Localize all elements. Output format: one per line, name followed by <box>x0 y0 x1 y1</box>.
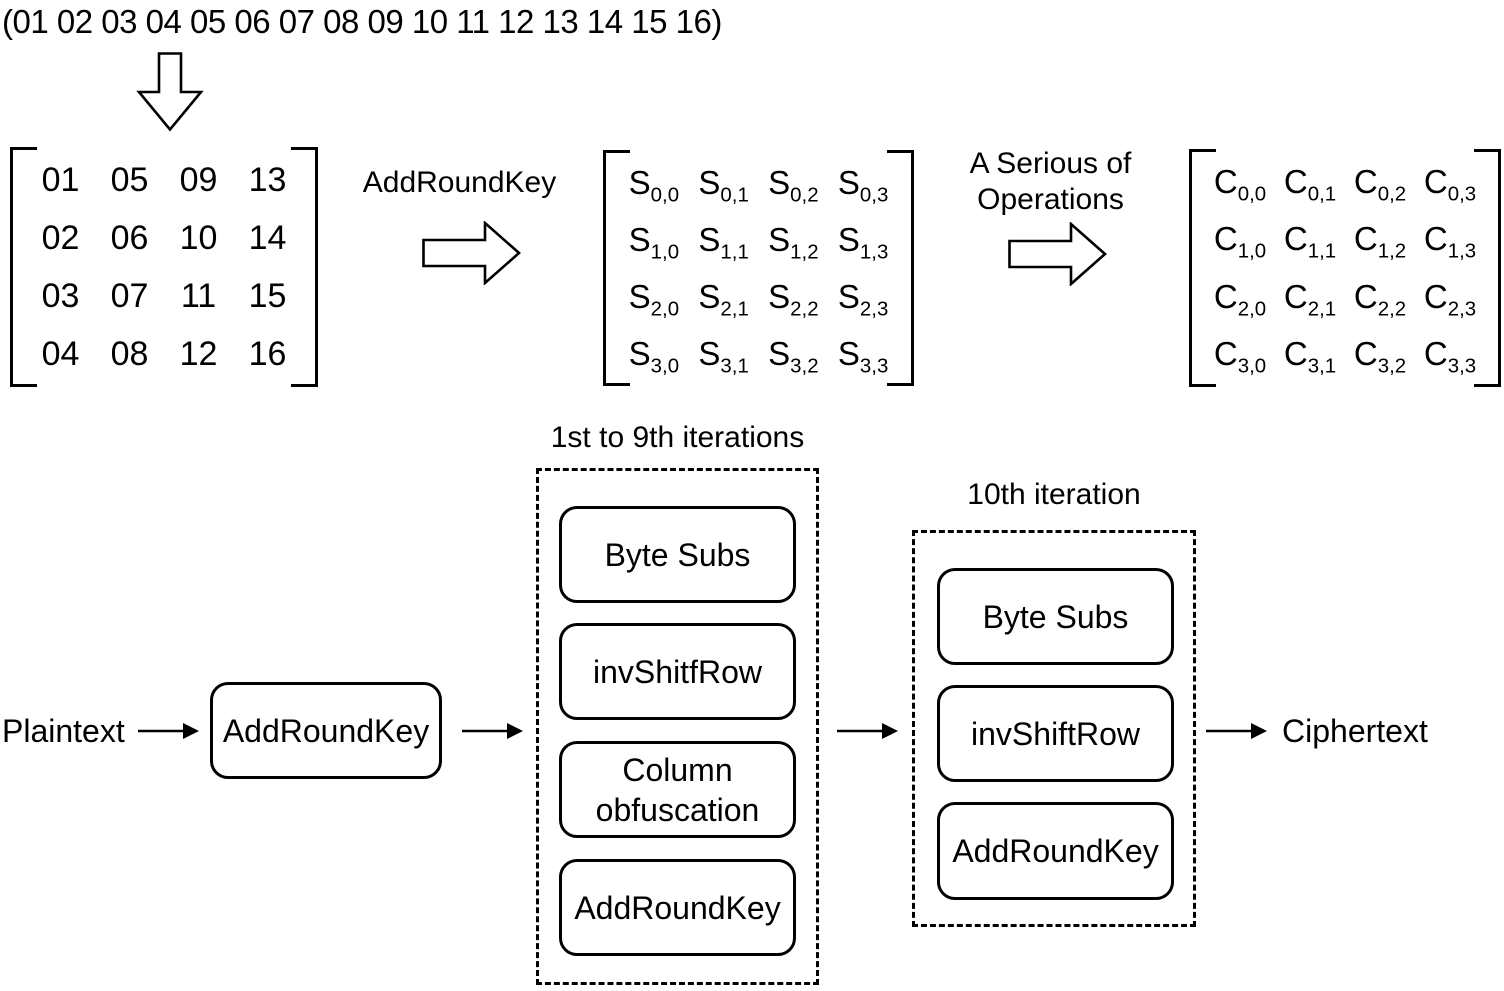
flow-arrow-icon <box>837 718 899 744</box>
add-round-key-box: AddRoundKey <box>210 682 442 779</box>
matrix-cell: 06 <box>110 218 149 257</box>
matrix-cell: $C_{0,1}$ <box>1283 162 1337 206</box>
matrix-cell: $C_{0,0}$ <box>1213 162 1267 206</box>
step-column-obfuscation: Column obfuscation <box>559 741 796 838</box>
operations-label-line1: A Serious of <box>969 147 1132 180</box>
matrix-cell: $S_{3,2}$ <box>768 334 819 378</box>
group1-dashed-box <box>536 468 819 985</box>
matrix-cell: $S_{0,1}$ <box>698 163 749 207</box>
step-inv-shift-row: invShiftRow <box>937 685 1174 782</box>
step-add-round-key: AddRoundKey <box>559 859 796 956</box>
matrix-cell: 12 <box>179 334 218 373</box>
ciphertext-label: Ciphertext <box>1282 713 1428 749</box>
matrix-cell: $C_{3,1}$ <box>1283 335 1337 378</box>
matrix-cell: $C_{2,3}$ <box>1423 277 1477 321</box>
matrix-cell: $S_{1,1}$ <box>698 220 749 264</box>
matrix-cell: $S_{1,0}$ <box>628 220 680 264</box>
right-block-arrow-icon <box>1008 222 1108 286</box>
matrix-cell: $S_{1,2}$ <box>768 220 819 264</box>
matrix-cell: $S_{2,0}$ <box>628 277 680 321</box>
matrix-cell: 09 <box>179 160 218 199</box>
matrix-cell: $S_{0,3}$ <box>837 163 889 207</box>
matrix-cell: $C_{0,2}$ <box>1353 162 1407 206</box>
matrix-grid <box>1205 153 1485 383</box>
matrix-cell: 11 <box>180 276 217 315</box>
matrix-cell: $S_{0,0}$ <box>628 163 680 207</box>
plaintext-label: Plaintext <box>2 713 125 749</box>
step-inv-shift-row: invShitfRow <box>559 623 796 720</box>
matrix-cell: $C_{0,3}$ <box>1423 162 1477 206</box>
matrix-grid <box>619 154 898 382</box>
step-byte-subs: Byte Subs <box>937 568 1174 665</box>
matrix-cell: $S_{3,3}$ <box>837 334 889 378</box>
c-cipher-matrix <box>1189 149 1501 387</box>
matrix-cell: $C_{1,2}$ <box>1353 220 1407 263</box>
flow-arrow-icon <box>138 718 200 744</box>
matrix-cell: $C_{2,0}$ <box>1213 277 1267 321</box>
matrix-cell: $S_{2,2}$ <box>768 277 819 321</box>
operations-label <box>948 146 1153 218</box>
matrix-cell: $S_{3,0}$ <box>628 334 680 378</box>
matrix-cell: 05 <box>110 160 149 199</box>
matrix-cell: 16 <box>248 334 287 373</box>
matrix-cell: $C_{3,3}$ <box>1423 335 1477 378</box>
matrix-cell: 02 <box>41 218 80 257</box>
step-add-round-key: AddRoundKey <box>937 802 1174 900</box>
matrix-cell: 13 <box>248 160 287 199</box>
matrix-cell: $C_{2,2}$ <box>1353 277 1407 321</box>
matrix-cell: $C_{1,3}$ <box>1423 220 1477 263</box>
matrix-cell: $C_{3,2}$ <box>1353 335 1407 378</box>
add-round-key-label: AddRoundKey <box>362 166 557 199</box>
matrix-cell: 10 <box>179 218 218 257</box>
flow-arrow-icon <box>462 718 524 744</box>
matrix-cell: $S_{3,1}$ <box>698 334 749 378</box>
right-block-arrow-icon <box>422 221 522 285</box>
matrix-cell: 04 <box>41 334 80 373</box>
group2-title: 10th iteration <box>967 478 1141 511</box>
matrix-cell: 07 <box>110 276 149 315</box>
down-arrow-icon <box>136 52 204 132</box>
group2-dashed-box <box>912 530 1196 927</box>
matrix-cell: 03 <box>41 276 80 315</box>
matrix-cell: 15 <box>248 276 287 315</box>
byte-sequence-label: (01 02 03 04 05 06 07 08 09 10 11 12 13 14 15 16) <box>2 3 722 40</box>
input-state-matrix <box>10 147 318 387</box>
flow-arrow-icon <box>1206 718 1268 744</box>
matrix-cell: $S_{2,3}$ <box>837 277 889 321</box>
matrix-cell: $S_{1,3}$ <box>837 220 889 264</box>
matrix-cell: $C_{2,1}$ <box>1283 277 1337 321</box>
matrix-cell: $S_{2,1}$ <box>698 277 749 321</box>
matrix-cell: $S_{0,2}$ <box>768 163 819 207</box>
operations-label-line2: Operations <box>977 183 1124 216</box>
matrix-cell: $C_{1,1}$ <box>1283 220 1337 263</box>
group1-title: 1st to 9th iterations <box>550 421 805 454</box>
matrix-grid <box>26 151 302 383</box>
s-state-matrix <box>603 150 914 386</box>
matrix-cell: 01 <box>41 160 80 199</box>
matrix-cell: $C_{1,0}$ <box>1213 220 1267 263</box>
matrix-cell: 08 <box>110 334 149 373</box>
step-byte-subs: Byte Subs <box>559 506 796 603</box>
matrix-cell: $C_{3,0}$ <box>1213 335 1267 378</box>
matrix-cell: 14 <box>248 218 287 257</box>
